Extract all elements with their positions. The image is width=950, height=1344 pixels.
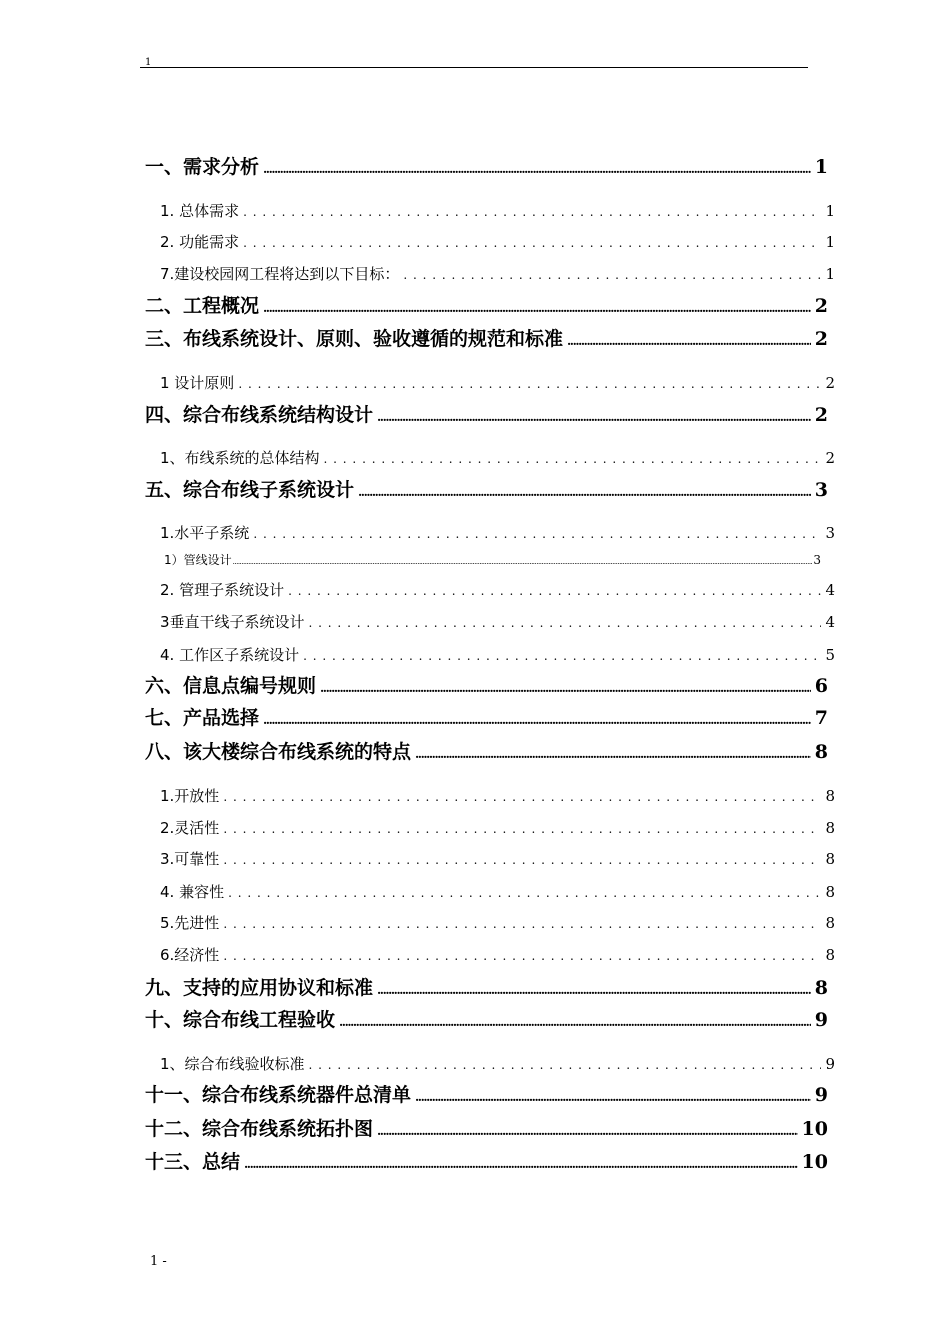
toc-leader-dots [320,676,811,700]
toc-entry-page: 8 [825,883,835,901]
toc-leader-dots [567,329,811,353]
toc-entry-title: 1.水平子系统 [160,524,250,542]
toc-entry-page: 9 [814,1084,828,1106]
toc-entry-section[interactable] [160,264,835,284]
toc-entry-chapter[interactable] [145,478,828,502]
toc-entry-page: 8 [825,819,835,837]
toc-entry-title: 十三、总结 [145,1151,241,1173]
toc-leader-dots [223,819,821,839]
toc-leader-dots [403,265,821,285]
toc-entry-page: 8 [825,787,835,805]
toc-leader-dots [243,202,821,222]
toc-entry-section[interactable] [160,913,835,933]
toc-entry-title: 四、综合布线系统结构设计 [145,404,374,426]
toc-entry-section[interactable] [160,645,835,665]
toc-entry-page: 4 [825,613,835,631]
toc-leader-dots [253,524,821,544]
toc-leader-dots [303,646,821,666]
toc-entry-chapter[interactable] [145,155,828,179]
toc-entry-title: 八、该大楼综合布线系统的特点 [145,741,412,763]
toc-entry-subsection[interactable] [160,552,821,568]
toc-entry-page: 7 [814,707,828,729]
toc-entry-page: 2 [814,295,828,317]
toc-entry-title: 十二、综合布线系统拓扑图 [145,1118,374,1140]
toc-entry-page: 8 [825,850,835,868]
toc-entry-title: 六、信息点编号规则 [145,675,317,697]
toc-entry-page: 8 [814,741,828,763]
toc-entry-page: 6 [814,675,828,697]
toc-leader-dots [415,1085,811,1109]
toc-entry-chapter[interactable] [145,740,828,764]
toc-entry-section[interactable] [160,580,835,600]
toc-entry-chapter[interactable] [145,327,828,351]
toc-leader-dots [263,296,811,320]
toc-leader-dots [377,978,811,1002]
toc-entry-chapter[interactable] [145,706,828,730]
toc-leader-dots [243,233,821,253]
toc-entry-page: 8 [825,914,835,932]
toc-entry-title: 1.开放性 [160,787,220,805]
toc-entry-page: 2 [814,328,828,350]
toc-entry-section[interactable] [160,818,835,838]
toc-leader-dots [244,1152,798,1176]
toc-leader-dots [238,374,821,394]
toc-entry-page: 3 [813,553,821,567]
toc-entry-section[interactable] [160,1054,835,1074]
toc-entry-title: 十一、综合布线系统器件总清单 [145,1084,412,1106]
toc-entry-page: 1 [825,233,835,251]
toc-entry-page: 8 [814,977,828,999]
toc-entry-title: 6.经济性 [160,946,220,964]
toc-entry-page: 4 [825,581,835,599]
toc-leader-dots [223,787,821,807]
toc-entry-title: 3.可靠性 [160,850,220,868]
toc-entry-section[interactable] [160,882,835,902]
toc-entry-page: 9 [825,1055,835,1073]
toc-leader-dots [263,157,811,181]
toc-leader-dots [228,883,821,903]
toc-leader-dots [223,914,821,934]
header-page-marker: 1 [145,57,152,68]
toc-entry-page: 1 [825,265,835,283]
toc-leader-dots [377,405,811,429]
toc-entry-title: 2. 管理子系统设计 [160,581,285,599]
toc-entry-chapter[interactable] [145,976,828,1000]
toc-entry-chapter[interactable] [145,1117,828,1141]
toc-entry-title: 3垂直干线子系统设计 [160,613,305,631]
toc-entry-title: 5.先进性 [160,914,220,932]
toc-entry-page: 3 [825,524,835,542]
toc-entry-chapter[interactable] [145,1150,828,1174]
toc-entry-section[interactable] [160,373,835,393]
toc-entry-chapter[interactable] [145,294,828,318]
toc-leader-dots [339,1010,811,1034]
toc-entry-title: 4. 兼容性 [160,883,225,901]
toc-entry-chapter[interactable] [145,1008,828,1032]
toc-entry-page: 9 [814,1009,828,1031]
toc-entry-page: 8 [825,946,835,964]
toc-entry-title: 2. 功能需求 [160,233,240,251]
toc-entry-title: 1）管线设计 [164,553,232,567]
toc-entry-title: 2.灵活性 [160,819,220,837]
toc-entry-page: 2 [825,449,835,467]
toc-entry-section[interactable] [160,523,835,543]
toc-entry-title: 7.建设校园网工程将达到以下目标： [160,265,400,283]
toc-entry-chapter[interactable] [145,674,828,698]
toc-entry-page: 3 [814,479,828,501]
toc-entry-title: 三、布线系统设计、原则、验收遵循的规范和标准 [145,328,564,350]
toc-entry-page: 2 [825,374,835,392]
toc-entry-page: 2 [814,404,828,426]
toc-entry-title: 1 设计原则 [160,374,235,392]
toc-entry-title: 一、需求分析 [145,156,260,178]
toc-entry-chapter[interactable] [145,403,828,427]
toc-leader-dots [415,742,811,766]
toc-entry-section[interactable] [160,448,835,468]
toc-entry-section[interactable] [160,232,835,252]
toc-entry-page: 1 [825,202,835,220]
toc-entry-section[interactable] [160,786,835,806]
toc-leader-dots [288,581,821,601]
toc-entry-page: 10 [801,1151,828,1173]
toc-entry-page: 10 [801,1118,828,1140]
footer-page-label: 1 - [150,1254,167,1269]
toc-entry-title: 1、布线系统的总体结构 [160,449,320,467]
toc-leader-dots [223,850,821,870]
toc-entry-chapter[interactable] [145,1083,828,1107]
toc-entry-page: 5 [825,646,835,664]
toc-leader-dots [358,480,811,504]
toc-entry-title: 4. 工作区子系统设计 [160,646,300,664]
toc-leader-dots [324,449,822,469]
toc-entry-section[interactable] [160,201,835,221]
toc-entry-title: 九、支持的应用协议和标准 [145,977,374,999]
toc-entry-title: 七、产品选择 [145,707,260,729]
toc-entry-section[interactable] [160,849,835,869]
toc-leader-dots [309,613,822,633]
toc-entry-section[interactable] [160,945,835,965]
toc-leader-dots [377,1119,798,1143]
toc-entry-title: 十、综合布线工程验收 [145,1009,336,1031]
toc-leader-dots [309,1055,822,1075]
toc-entry-title: 1、综合布线验收标准 [160,1055,305,1073]
toc-entry-page: 1 [814,156,828,178]
toc-entry-title: 五、综合布线子系统设计 [145,479,355,501]
toc-leader-dots [223,946,821,966]
toc-entry-title: 1. 总体需求 [160,202,240,220]
toc-entry-section[interactable] [160,612,835,632]
toc-entry-title: 二、工程概况 [145,295,260,317]
toc-leader-dots [233,554,813,570]
toc-leader-dots [263,708,811,732]
